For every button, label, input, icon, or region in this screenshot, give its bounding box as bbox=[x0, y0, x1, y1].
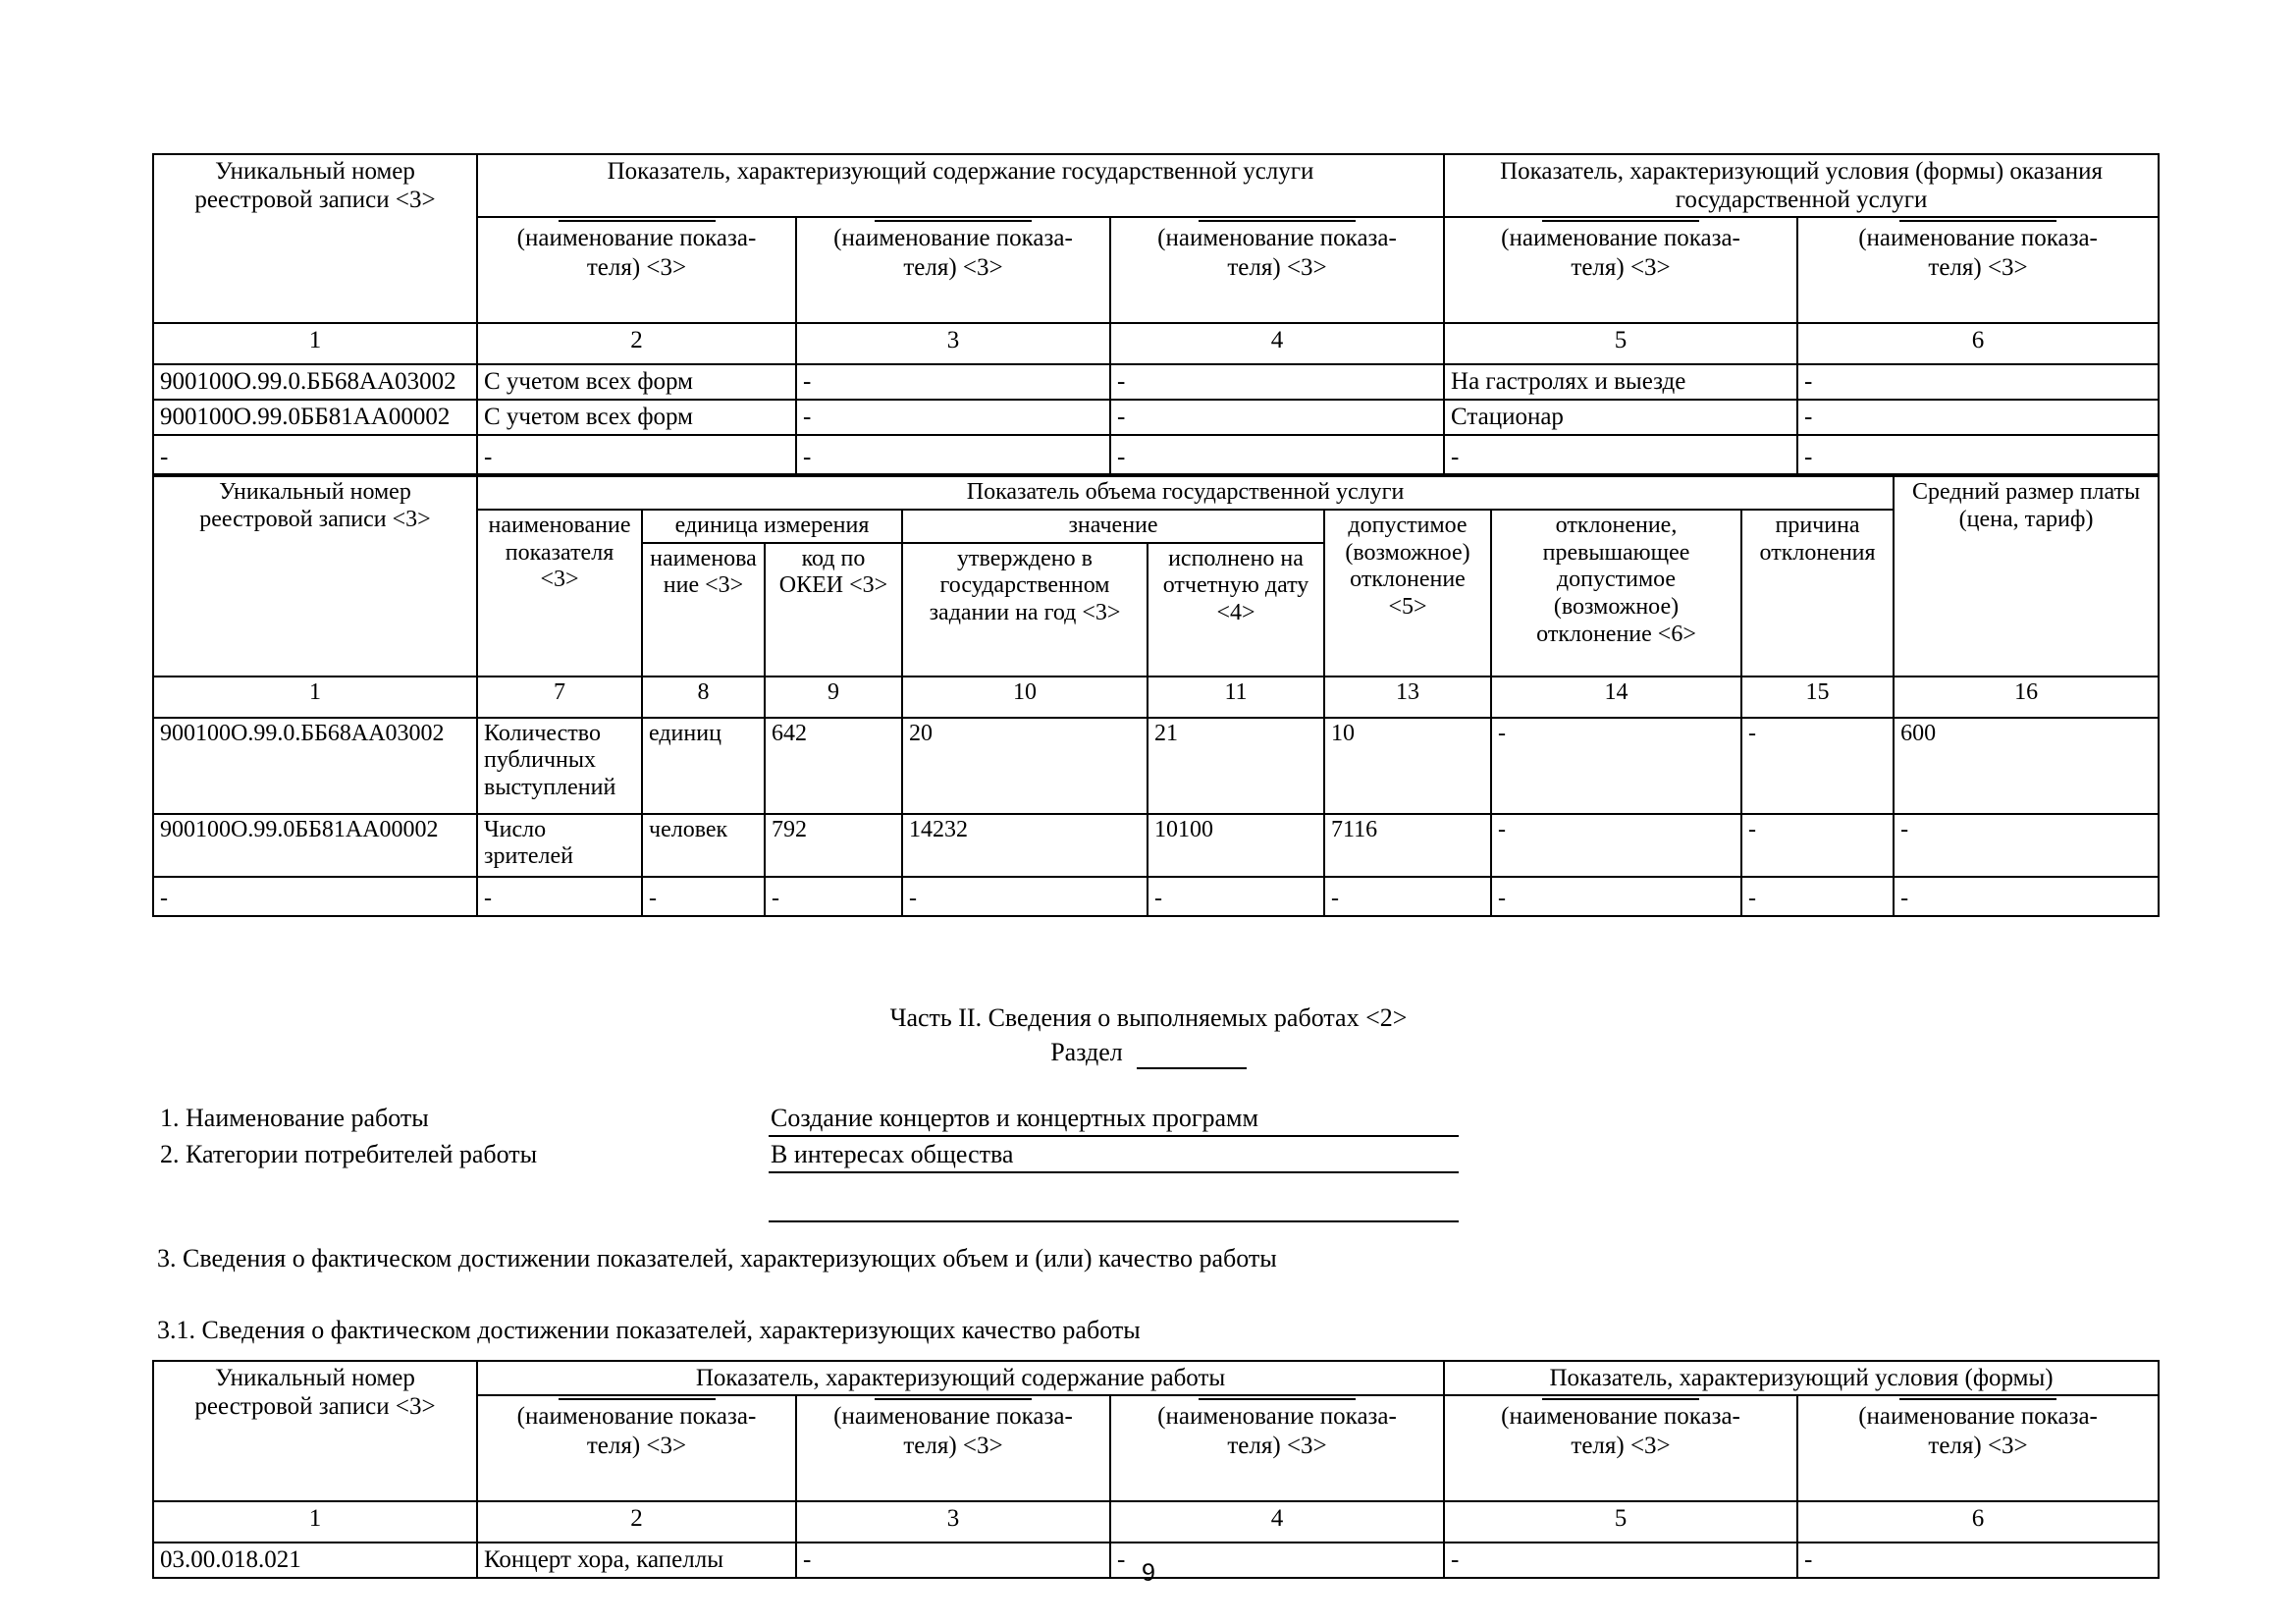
cell-content-1: С учетом всех форм bbox=[477, 364, 796, 400]
colnum-16: 16 bbox=[1894, 677, 2159, 718]
cell-deviation-reason: - bbox=[1741, 814, 1894, 877]
subheader-indicator-2: (наименование показа- теля) <3> bbox=[477, 1395, 796, 1501]
cell-content-3: - bbox=[1110, 364, 1444, 400]
subheader-indicator-4: (наименование показа- теля) <3> bbox=[1110, 1395, 1444, 1501]
cell-okei-code: - bbox=[765, 877, 902, 916]
colnum-1: 1 bbox=[153, 1501, 477, 1543]
table-row bbox=[153, 435, 2159, 474]
colnum-14: 14 bbox=[1491, 677, 1741, 718]
cell-avg-payment: - bbox=[1894, 814, 2159, 877]
table-column-number-row bbox=[153, 677, 2159, 718]
colnum-5: 5 bbox=[1444, 323, 1797, 364]
table-row bbox=[153, 364, 2159, 400]
table-row bbox=[153, 877, 2159, 916]
colnum-1: 1 bbox=[153, 323, 477, 364]
subheader-indicator-5: (наименование показа- теля) <3> bbox=[1444, 1395, 1797, 1501]
cell-avg-payment: - bbox=[1894, 877, 2159, 916]
heading-section-3: 3. Сведения о фактическом достижении показателей, характеризующих объем и (или) качество работы bbox=[157, 1244, 1277, 1272]
cell-content-3: - bbox=[1110, 1543, 1444, 1578]
cell-content-2: - bbox=[796, 435, 1110, 474]
cell-content-1: - bbox=[477, 435, 796, 474]
subheader-indicator-3: (наименование показа- теля) <3> bbox=[796, 217, 1110, 323]
header-value-group: значение bbox=[902, 510, 1324, 543]
cell-deviation-reason: - bbox=[1741, 877, 1894, 916]
cell-reg-number: - bbox=[153, 877, 477, 916]
cell-condition-2: - bbox=[1797, 364, 2159, 400]
header-indicator-name: наименование показателя <3> bbox=[477, 510, 642, 677]
section-blank-line bbox=[1137, 1042, 1247, 1069]
cell-allowed-deviation: - bbox=[1324, 877, 1491, 916]
cell-avg-payment: 600 bbox=[1894, 718, 2159, 814]
header-conditions-group: Показатель, характеризующий условия (формы) bbox=[1444, 1361, 2159, 1395]
colnum-3: 3 bbox=[796, 1501, 1110, 1543]
cell-executed: 21 bbox=[1148, 718, 1324, 814]
cell-unit-name: единиц bbox=[642, 718, 765, 814]
blank-rule bbox=[1199, 1398, 1356, 1400]
cell-reg-number: 900100О.99.0ББ81АА00002 bbox=[153, 400, 477, 435]
cell-content-1: С учетом всех форм bbox=[477, 400, 796, 435]
cell-condition-1: Стационар bbox=[1444, 400, 1797, 435]
cell-content-3: - bbox=[1110, 400, 1444, 435]
table-row bbox=[153, 718, 2159, 814]
cell-condition-1: - bbox=[1444, 435, 1797, 474]
table-row bbox=[153, 400, 2159, 435]
table-header-row bbox=[153, 154, 2159, 217]
cell-content-3: - bbox=[1110, 435, 1444, 474]
blank-rule bbox=[875, 1398, 1032, 1400]
table-column-number-row bbox=[153, 323, 2159, 364]
cell-indicator-name: - bbox=[477, 877, 642, 916]
header-allowed-deviation: допустимое (возможное) отклонение <5> bbox=[1324, 510, 1491, 677]
table-service-volume bbox=[152, 475, 2160, 917]
cell-exceeding-deviation: - bbox=[1491, 877, 1741, 916]
header-reg-number: Уникальный номер реестровой записи <3> bbox=[153, 1361, 477, 1501]
table-work-quality bbox=[152, 1360, 2160, 1579]
blank-rule bbox=[559, 1398, 716, 1400]
subheader-indicator-6: (наименование показа- теля) <3> bbox=[1797, 217, 2159, 323]
header-deviation-reason: причина отклонения bbox=[1741, 510, 1894, 677]
field-label-consumer-categories: 2. Категории потребителей работы bbox=[160, 1140, 538, 1168]
cell-content-1: Концерт хора, капеллы bbox=[477, 1543, 796, 1578]
header-volume-group: Показатель объема государственной услуги bbox=[477, 476, 1894, 510]
blank-rule bbox=[1899, 220, 2056, 222]
subheader-indicator-3: (наименование показа- теля) <3> bbox=[796, 1395, 1110, 1501]
cell-indicator-name: Количество публичных выступлений bbox=[477, 718, 642, 814]
header-content-group: Показатель, характеризующий содержание работы bbox=[477, 1361, 1444, 1395]
cell-approved: 20 bbox=[902, 718, 1148, 814]
colnum-15: 15 bbox=[1741, 677, 1894, 718]
subheader-indicator-2: (наименование показа- теля) <3> bbox=[477, 217, 796, 323]
field-value-consumer-categories: В интересах общества bbox=[771, 1140, 1014, 1168]
colnum-3: 3 bbox=[796, 323, 1110, 364]
cell-executed: - bbox=[1148, 877, 1324, 916]
colnum-6: 6 bbox=[1797, 1501, 2159, 1543]
colnum-9: 9 bbox=[765, 677, 902, 718]
page-number: 9 bbox=[1142, 1559, 1155, 1587]
table-column-number-row bbox=[153, 1501, 2159, 1543]
header-okei-code: код по ОКЕИ <3> bbox=[765, 543, 902, 677]
blank-rule bbox=[559, 220, 716, 222]
field-underline-work-name bbox=[769, 1135, 1459, 1137]
cell-reg-number: 900100О.99.0ББ81АА00002 bbox=[153, 814, 477, 877]
blank-rule bbox=[875, 220, 1032, 222]
cell-unit-name: человек bbox=[642, 814, 765, 877]
cell-condition-2: - bbox=[1797, 1543, 2159, 1578]
colnum-11: 11 bbox=[1148, 677, 1324, 718]
cell-condition-2: - bbox=[1797, 435, 2159, 474]
colnum-13: 13 bbox=[1324, 677, 1491, 718]
colnum-8: 8 bbox=[642, 677, 765, 718]
part2-title-block bbox=[687, 1001, 1610, 1072]
table-header-row bbox=[153, 476, 2159, 510]
cell-exceeding-deviation: - bbox=[1491, 718, 1741, 814]
table-row bbox=[153, 814, 2159, 877]
cell-indicator-name: Число зрителей bbox=[477, 814, 642, 877]
subheader-indicator-4: (наименование показа- теля) <3> bbox=[1110, 217, 1444, 323]
cell-approved: - bbox=[902, 877, 1148, 916]
part2-title: Часть II. Сведения о выполняемых работах <2> bbox=[889, 1003, 1408, 1032]
heading-section-3-1: 3.1. Сведения о фактическом достижении показателей, характеризующих качество работы bbox=[157, 1316, 1141, 1344]
subheader-indicator-5: (наименование показа- теля) <3> bbox=[1444, 217, 1797, 323]
header-approved: утверждено в государственном задании на год <3> bbox=[902, 543, 1148, 677]
cell-allowed-deviation: 7116 bbox=[1324, 814, 1491, 877]
header-avg-payment: Средний размер платы (цена, тариф) bbox=[1894, 476, 2159, 677]
cell-okei-code: 642 bbox=[765, 718, 902, 814]
header-reg-number: Уникальный номер реестровой записи <3> bbox=[153, 154, 477, 323]
table-header-row bbox=[153, 1361, 2159, 1395]
cell-condition-2: - bbox=[1797, 400, 2159, 435]
blank-rule bbox=[1542, 1398, 1699, 1400]
part2-section-label: Раздел bbox=[1050, 1038, 1123, 1067]
colnum-7: 7 bbox=[477, 677, 642, 718]
colnum-2: 2 bbox=[477, 1501, 796, 1543]
colnum-4: 4 bbox=[1110, 1501, 1444, 1543]
header-unit-group: единица измерения bbox=[642, 510, 902, 543]
cell-deviation-reason: - bbox=[1741, 718, 1894, 814]
header-exceeding-deviation: отклонение, превышающее допустимое (возможное) отклонение <6> bbox=[1491, 510, 1741, 677]
cell-condition-1: На гастролях и выезде bbox=[1444, 364, 1797, 400]
colnum-1: 1 bbox=[153, 677, 477, 718]
cell-content-2: - bbox=[796, 400, 1110, 435]
cell-reg-number: - bbox=[153, 435, 477, 474]
cell-content-2: - bbox=[796, 364, 1110, 400]
cell-executed: 10100 bbox=[1148, 814, 1324, 877]
field-value-work-name: Создание концертов и концертных программ bbox=[771, 1104, 1258, 1132]
colnum-5: 5 bbox=[1444, 1501, 1797, 1543]
header-conditions-group: Показатель, характеризующий условия (формы) оказания государственной услуги bbox=[1444, 154, 2159, 217]
cell-condition-1: - bbox=[1444, 1543, 1797, 1578]
blank-rule bbox=[1199, 220, 1356, 222]
field-label-work-name: 1. Наименование работы bbox=[160, 1104, 429, 1132]
cell-reg-number: 900100О.99.0.ББ68АА03002 bbox=[153, 364, 477, 400]
colnum-10: 10 bbox=[902, 677, 1148, 718]
field-underline-consumer-categories bbox=[769, 1171, 1459, 1173]
colnum-6: 6 bbox=[1797, 323, 2159, 364]
blank-rule bbox=[1542, 220, 1699, 222]
cell-reg-number: 03.00.018.021 bbox=[153, 1543, 477, 1578]
cell-okei-code: 792 bbox=[765, 814, 902, 877]
cell-reg-number: 900100О.99.0.ББ68АА03002 bbox=[153, 718, 477, 814]
cell-allowed-deviation: 10 bbox=[1324, 718, 1491, 814]
blank-rule bbox=[1899, 1398, 2056, 1400]
subheader-indicator-6: (наименование показа- теля) <3> bbox=[1797, 1395, 2159, 1501]
colnum-2: 2 bbox=[477, 323, 796, 364]
field-underline-extra bbox=[769, 1220, 1459, 1222]
colnum-4: 4 bbox=[1110, 323, 1444, 364]
cell-content-2: - bbox=[796, 1543, 1110, 1578]
header-reg-number: Уникальный номер реестровой записи <3> bbox=[153, 476, 477, 677]
cell-unit-name: - bbox=[642, 877, 765, 916]
header-executed: исполнено на отчетную дату <4> bbox=[1148, 543, 1324, 677]
table-service-content bbox=[152, 153, 2160, 475]
cell-exceeding-deviation: - bbox=[1491, 814, 1741, 877]
cell-approved: 14232 bbox=[902, 814, 1148, 877]
header-unit-name: наименование <3> bbox=[642, 543, 765, 677]
part2-section-row bbox=[687, 1035, 1610, 1072]
header-content-group: Показатель, характеризующий содержание государственной услуги bbox=[477, 154, 1444, 217]
